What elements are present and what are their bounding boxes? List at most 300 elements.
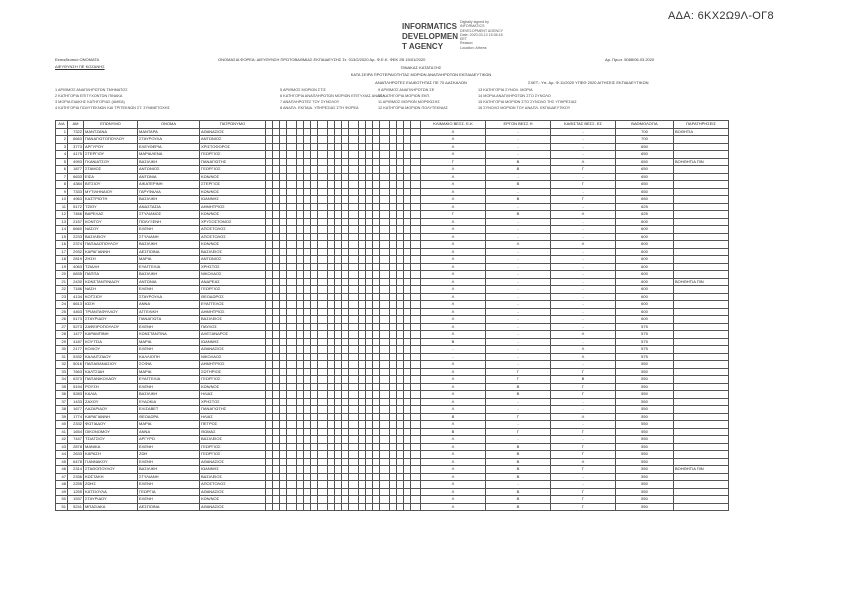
blank-cell: [273, 353, 280, 361]
blank-cell: [273, 308, 280, 316]
blank-cell: [287, 226, 297, 234]
table-cell: ΑΘΑΝΑΣΙΟΣ: [200, 346, 266, 354]
blank-cell: [411, 151, 421, 159]
table-cell: Λ: [551, 211, 616, 219]
blank-cell: [366, 458, 373, 466]
blank-cell: [366, 226, 373, 234]
blank-cell: [328, 353, 335, 361]
table-cell: 650: [616, 173, 674, 181]
blank-cell: [328, 143, 335, 151]
table-cell: Λ: [421, 443, 486, 451]
table-cell: Γ: [551, 196, 616, 204]
table-cell: 27: [56, 323, 68, 331]
legend-item: 14 ΜΟΡΙΑ ΑΝΑΠΛΗΡΩΤΩΝ ΣΤΟ ΣΥΝΟΛΟ: [478, 94, 551, 98]
blank-cell: [390, 451, 397, 459]
blank-cell: [280, 376, 287, 384]
blank-cell: [287, 428, 297, 436]
blank-cell: [349, 128, 359, 136]
blank-cell: [318, 338, 328, 346]
blank-cell: [373, 308, 380, 316]
blank-cell: [318, 166, 328, 174]
table-cell: 9: [56, 188, 68, 196]
table-cell: -: [551, 173, 616, 181]
blank-cell: [280, 256, 287, 264]
table-cell: ΑΠΟΣΤΟΛΟΣ: [200, 226, 266, 234]
blank-cell: [335, 196, 342, 204]
blank-cell: [311, 436, 318, 444]
table-cell: ΠΑΝΑΓΙΩΤΟΠΟΥΛΟΥ: [84, 136, 138, 144]
blank-cell: [297, 466, 304, 474]
blank-cell: [335, 338, 342, 346]
table-cell: 575: [616, 331, 674, 339]
blank-cell: [280, 173, 287, 181]
blank-cell: [287, 338, 297, 346]
table-cell: ΠΑΠΠΑ: [84, 271, 138, 279]
blank-cell: [366, 398, 373, 406]
blank-cell: [318, 226, 328, 234]
table-cell: Λ: [421, 181, 486, 189]
blank-cell: [380, 398, 390, 406]
blank-cell: [311, 413, 318, 421]
blank-cell: [359, 211, 366, 219]
blank-cell: [318, 331, 328, 339]
blank-cell: [287, 346, 297, 354]
blank-cell: [297, 458, 304, 466]
blank-cell: [280, 151, 287, 159]
blank-cell: [273, 503, 280, 511]
blank-cell: [335, 248, 342, 256]
blank-cell: [411, 391, 421, 399]
blank-cell: [335, 278, 342, 286]
blank-cell: [328, 151, 335, 159]
blank-cell: [349, 361, 359, 369]
blank-cell: [380, 383, 390, 391]
digital-signature-block: [460, 20, 503, 50]
table-cell: [674, 398, 729, 406]
table-cell: ΑΘΑΝΑΣΙΟΣ: [200, 503, 266, 511]
blank-cell: [342, 233, 349, 241]
blank-cell: [318, 278, 328, 286]
blank-cell: [266, 436, 273, 444]
table-cell: [674, 323, 729, 331]
blank-cell: [349, 323, 359, 331]
blank-cell: [349, 353, 359, 361]
blank-cell: [287, 136, 297, 144]
blank-cell: [359, 218, 366, 226]
blank-cell: [335, 173, 342, 181]
blank-cell: [287, 233, 297, 241]
table-cell: 5273: [68, 323, 84, 331]
blank-cell: [373, 376, 380, 384]
table-row: [56, 293, 729, 301]
blank-cell: [287, 361, 297, 369]
table-cell: 7447: [68, 436, 84, 444]
blank-cell: [318, 143, 328, 151]
table-cell: Λ: [421, 128, 486, 136]
blank-cell: [390, 188, 397, 196]
sig-line: DEVELOPMENT AGENCY: [460, 28, 504, 33]
blank-cell: [318, 308, 328, 316]
blank-cell: [318, 346, 328, 354]
blank-cell: [304, 436, 311, 444]
table-cell: Λ: [421, 301, 486, 309]
blank-cell: [404, 338, 411, 346]
blank-cell: [297, 278, 304, 286]
table-cell: -: [486, 248, 551, 256]
blank-cell: [280, 188, 287, 196]
table-row: [56, 158, 729, 166]
blank-cell: [335, 406, 342, 414]
table-cell: Γ: [421, 158, 486, 166]
blank-cell: [311, 256, 318, 264]
blank-cell: [318, 323, 328, 331]
table-cell: ΘΕΟΔΩΡΑ: [138, 413, 200, 421]
blank-cell: [397, 151, 404, 159]
table-cell: 550: [616, 413, 674, 421]
blank-cell: [266, 466, 273, 474]
table-cell: [674, 346, 729, 354]
table-row: [56, 376, 729, 384]
blank-cell: [366, 368, 373, 376]
table-row: [56, 136, 729, 144]
blank-cell: [297, 166, 304, 174]
blank-cell: [359, 421, 366, 429]
blank-cell: [273, 128, 280, 136]
table-cell: ΑΝΔΡΕΑΣ: [200, 278, 266, 286]
table-cell: ΕΥΔΟΚΙΑ: [138, 398, 200, 406]
table-cell: [674, 361, 729, 369]
blank-cell: [359, 256, 366, 264]
blank-cell: [297, 338, 304, 346]
blank-cell: [287, 458, 297, 466]
table-cell: 1477: [68, 331, 84, 339]
blank-cell: [280, 143, 287, 151]
blank-cell: [304, 451, 311, 459]
blank-cell: [380, 226, 390, 234]
table-cell: 14: [56, 226, 68, 234]
blank-cell: [266, 458, 273, 466]
blank-cell: [287, 143, 297, 151]
blank-cell: [280, 203, 287, 211]
blank-cell: [318, 451, 328, 459]
blank-cell: [380, 443, 390, 451]
blank-cell: [311, 368, 318, 376]
blank-cell: [359, 173, 366, 181]
blank-cell: [311, 451, 318, 459]
blank-cell: [390, 173, 397, 181]
table-cell: ΓΕΩΡΓΙΟΣ: [200, 451, 266, 459]
table-cell: ΕΛΙΣΑΒΕΤ: [138, 406, 200, 414]
table-cell: ΒΑΣΙΛΕΙΟΣ: [200, 473, 266, 481]
blank-cell: [373, 406, 380, 414]
blank-cell: [390, 286, 397, 294]
blank-cell: [335, 353, 342, 361]
table-cell: ΕΛΕΝΗ: [138, 346, 200, 354]
table-row: [56, 338, 729, 346]
table-cell: ΑΡΓΥΡΟΥ: [84, 143, 138, 151]
blank-cell: [397, 181, 404, 189]
blank-cell: [335, 323, 342, 331]
table-row: [56, 128, 729, 136]
table-cell: ΠΟΛΥΞΕΝΗ: [138, 218, 200, 226]
table-cell: 24: [56, 301, 68, 309]
blank-cell: [390, 458, 397, 466]
blank-cell: [373, 158, 380, 166]
blank-cell: [304, 278, 311, 286]
table-row: [56, 166, 729, 174]
blank-cell: [273, 398, 280, 406]
table-cell: 575: [616, 346, 674, 354]
blank-cell: [304, 128, 311, 136]
blank-cell: [273, 158, 280, 166]
blank-cell: [373, 188, 380, 196]
table-cell: 50: [56, 496, 68, 504]
table-cell: ΦΩΤΙΑΔΟΥ: [84, 421, 138, 429]
table-cell: ΙΩΑΝΝΗΣ: [200, 338, 266, 346]
blank-cell: [342, 443, 349, 451]
table-cell: 47: [56, 473, 68, 481]
blank-cell: [328, 503, 335, 511]
blank-cell: [373, 323, 380, 331]
blank-cell: [342, 481, 349, 489]
blank-cell: [266, 226, 273, 234]
blank-cell: [311, 481, 318, 489]
blank-cell: [318, 488, 328, 496]
blank-cell: [349, 143, 359, 151]
blank-cell: [373, 218, 380, 226]
blank-header: [304, 121, 311, 129]
table-cell: ΜΑΡΙΑΛΕΝΑ: [138, 151, 200, 159]
blank-cell: [342, 466, 349, 474]
table-cell: -: [551, 421, 616, 429]
table-cell: -: [486, 188, 551, 196]
table-cell: ΕΛΕΥΘΕΡΙΑ: [138, 143, 200, 151]
table-cell: -: [486, 481, 551, 489]
table-row: [56, 256, 729, 264]
table-cell: ΒΙΤΣΙΟΥ: [84, 181, 138, 189]
blank-cell: [304, 196, 311, 204]
blank-cell: [335, 458, 342, 466]
blank-cell: [311, 398, 318, 406]
blank-cell: [280, 323, 287, 331]
blank-cell: [390, 166, 397, 174]
table-row: [56, 391, 729, 399]
table-cell: 7663: [68, 368, 84, 376]
table-cell: Λ: [421, 278, 486, 286]
table-cell: 600: [616, 256, 674, 264]
blank-cell: [328, 338, 335, 346]
table-cell: ΚΑΡΑΣΗ: [84, 451, 138, 459]
table-cell: -: [551, 406, 616, 414]
blank-cell: [280, 316, 287, 324]
table-cell: ΕΥΑΓΓΕΛΙΑ: [138, 376, 200, 384]
blank-cell: [297, 406, 304, 414]
table-cell: ΧΡΥΣΟΣΤΟΜΟΣ: [200, 218, 266, 226]
blank-cell: [373, 196, 380, 204]
table-cell: 575: [616, 353, 674, 361]
blank-cell: [318, 241, 328, 249]
blank-cell: [328, 443, 335, 451]
blank-cell: [349, 203, 359, 211]
table-cell: -: [486, 173, 551, 181]
blank-cell: [328, 308, 335, 316]
table-row: [56, 473, 729, 481]
blank-cell: [366, 263, 373, 271]
table-cell: 600: [616, 226, 674, 234]
table-cell: 6478: [68, 458, 84, 466]
blank-cell: [342, 271, 349, 279]
blank-cell: [397, 376, 404, 384]
blank-cell: [328, 421, 335, 429]
blank-cell: [349, 376, 359, 384]
blank-cell: [373, 181, 380, 189]
table-cell: 600: [616, 241, 674, 249]
table-cell: [674, 166, 729, 174]
table-cell: -: [551, 473, 616, 481]
blank-cell: [342, 158, 349, 166]
table-cell: Λ: [421, 136, 486, 144]
blank-cell: [342, 286, 349, 294]
table-cell: 4463: [68, 308, 84, 316]
blank-cell: [411, 158, 421, 166]
blank-cell: [349, 173, 359, 181]
table-cell: 6: [56, 166, 68, 174]
table-cell: 15: [56, 233, 68, 241]
blank-cell: [318, 211, 328, 219]
table-cell: ΚΑΡΑΜΠΙΝΗ: [84, 331, 138, 339]
blank-header: [280, 121, 287, 129]
blank-cell: [349, 391, 359, 399]
blank-cell: [404, 428, 411, 436]
table-cell: ΣΤΕΡΓΙΟΥ: [84, 151, 138, 159]
table-cell: ΛΑΖΑΡΙΔΟΥ: [84, 406, 138, 414]
blank-cell: [335, 151, 342, 159]
table-cell: 600: [616, 316, 674, 324]
blank-cell: [328, 263, 335, 271]
table-cell: ΣΤΑΥΡΙΔΟΥ: [84, 316, 138, 324]
blank-cell: [411, 211, 421, 219]
blank-cell: [311, 218, 318, 226]
table-cell: 6835: [68, 271, 84, 279]
blank-cell: [359, 248, 366, 256]
blank-cell: [359, 443, 366, 451]
blank-cell: [304, 443, 311, 451]
table-row: [56, 286, 729, 294]
blank-cell: [404, 323, 411, 331]
blank-cell: [397, 188, 404, 196]
blank-cell: [328, 406, 335, 414]
blank-cell: [366, 361, 373, 369]
blank-cell: [411, 338, 421, 346]
table-cell: 7186: [68, 286, 84, 294]
blank-cell: [373, 263, 380, 271]
table-cell: Γ: [551, 368, 616, 376]
blank-cell: [318, 151, 328, 159]
blank-cell: [280, 128, 287, 136]
blank-cell: [373, 226, 380, 234]
table-row: [56, 316, 729, 324]
blank-cell: [411, 413, 421, 421]
blank-cell: [373, 353, 380, 361]
blank-cell: [287, 301, 297, 309]
table-cell: Β: [421, 338, 486, 346]
table-cell: Β: [486, 166, 551, 174]
blank-cell: [304, 301, 311, 309]
table-cell: ΒΑΣΙΛΕΙΟΣ: [200, 248, 266, 256]
blank-cell: [359, 488, 366, 496]
blank-cell: [366, 421, 373, 429]
blank-cell: [342, 256, 349, 264]
table-cell: ΑΛΕΞΑΝΔΡΟΣ: [200, 331, 266, 339]
blank-cell: [366, 323, 373, 331]
table-cell: [674, 173, 729, 181]
table-cell: ΖΑΧΟΥ: [84, 398, 138, 406]
table-cell: 6663: [68, 136, 84, 144]
table-cell: 1677: [68, 406, 84, 414]
column-header: ΠΑΤΡΩΝΥΜΟ: [200, 121, 266, 129]
blank-cell: [318, 436, 328, 444]
blank-cell: [280, 331, 287, 339]
blank-cell: [411, 143, 421, 151]
blank-cell: [280, 466, 287, 474]
blank-cell: [390, 226, 397, 234]
table-cell: Γ: [551, 451, 616, 459]
table-cell: 35: [56, 383, 68, 391]
blank-cell: [404, 331, 411, 339]
blank-cell: [280, 398, 287, 406]
table-cell: 600: [616, 286, 674, 294]
blank-cell: [280, 496, 287, 504]
blank-cell: [397, 173, 404, 181]
blank-cell: [390, 241, 397, 249]
table-cell: 31: [56, 353, 68, 361]
blank-cell: [390, 143, 397, 151]
table-row: [56, 346, 729, 354]
blank-cell: [366, 181, 373, 189]
table-cell: Γ: [551, 496, 616, 504]
blank-cell: [311, 151, 318, 159]
blank-cell: [335, 203, 342, 211]
blank-cell: [397, 428, 404, 436]
blank-cell: [390, 488, 397, 496]
table-cell: 1433: [68, 398, 84, 406]
blank-cell: [280, 451, 287, 459]
table-cell: 2633: [68, 451, 84, 459]
blank-cell: [404, 406, 411, 414]
blank-cell: [311, 458, 318, 466]
blank-cell: [304, 248, 311, 256]
blank-cell: [366, 436, 373, 444]
table-cell: 12: [56, 211, 68, 219]
blank-cell: [273, 376, 280, 384]
table-cell: -: [486, 338, 551, 346]
blank-cell: [359, 308, 366, 316]
table-cell: Γ: [486, 428, 551, 436]
table-cell: ΓΚΑΝΙΑΤΣΟΥ: [84, 158, 138, 166]
blank-cell: [266, 286, 273, 294]
blank-cell: [373, 443, 380, 451]
blank-cell: [404, 503, 411, 511]
table-cell: Β: [486, 196, 551, 204]
table-cell: 550: [616, 428, 674, 436]
blank-cell: [311, 143, 318, 151]
blank-cell: [311, 496, 318, 504]
table-cell: Γ: [486, 413, 551, 421]
signer-organization: [402, 22, 458, 52]
table-cell: 3: [56, 143, 68, 151]
table-cell: 600: [616, 278, 674, 286]
blank-cell: [335, 308, 342, 316]
